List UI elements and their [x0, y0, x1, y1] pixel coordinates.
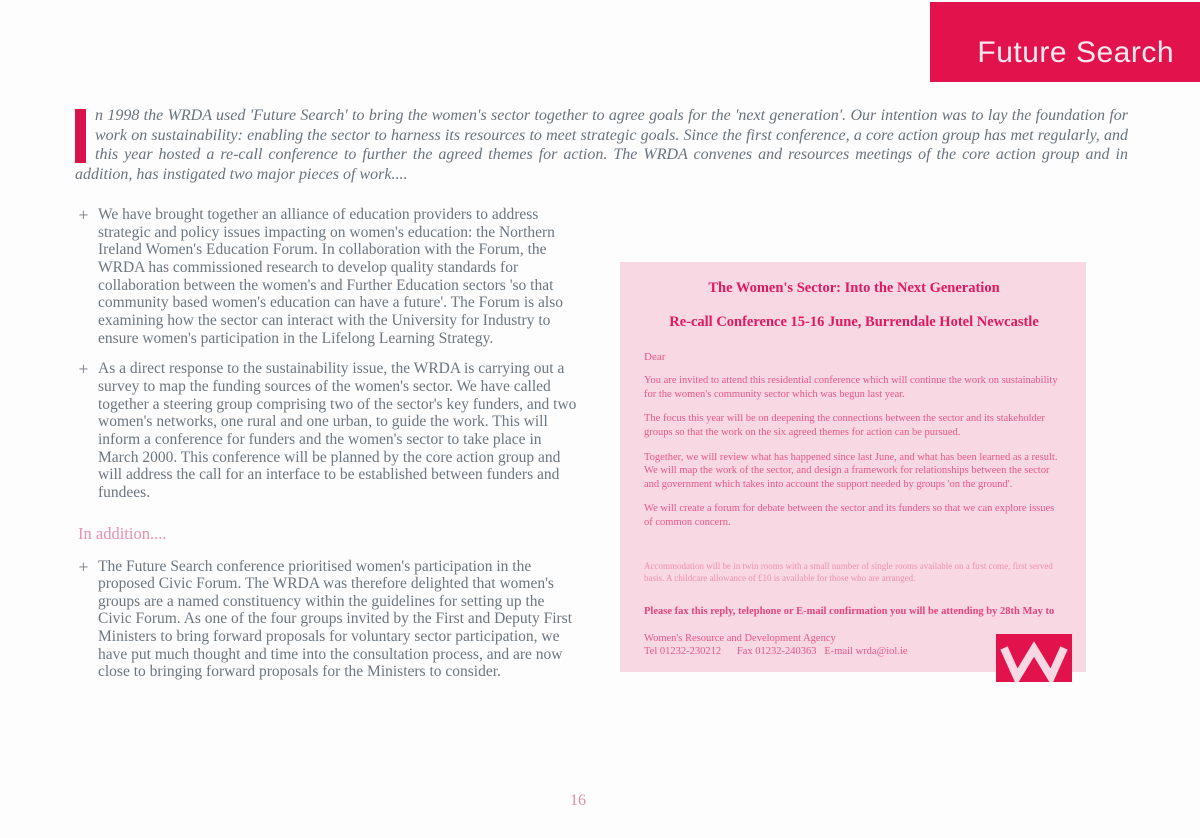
flyer-paragraph: We will create a forum for debate between the sector and its funders so that we can explore issues of common concern. [644, 503, 1055, 529]
flyer-title: The Women's Sector: Into the Next Generation [708, 280, 1000, 296]
list-item [78, 558, 578, 682]
flyer-small-print: Accommodation will be in twin rooms with a small number of single rooms available on a first come, first served basis. A childcare allowance of £10 is available for those who are arranged. [644, 560, 1053, 583]
list-item [78, 206, 578, 347]
page-number: 16 [570, 792, 586, 809]
bullet-icon: + [78, 362, 89, 378]
bullet-text: We have brought together an alliance of education providers to address strategic and policy issues impacting on women's education: the Northern Ireland Women's Education Forum. In collaboration with the Forum, the WRDA has commissioned research to develop quality standards for collaboration between the women's and Further Education sectors 'so that community based women's education can have a future'. The Forum is also examining how the sector can interact with the University for Industry to ensure women's participation in the Lifelong Learning Strategy. [98, 206, 564, 347]
flyer-fax-instruction: Please fax this reply, telephone or E-mail confirmation you will be attending by 28th May to [644, 606, 1055, 618]
conference-flyer [620, 262, 1086, 672]
bullet-icon: + [78, 559, 89, 575]
intro-text: n 1998 the WRDA used 'Future Search' to bring the women's sector together to agree goals for the 'next generation'. Our intention was to lay the foundation for work on sustainability: enabling the sector to harness its resources to meet strategic goals. Since the first conference, a core action group has met regularly, and this year hosted a re-call conference to further the agreed themes for action. The WRDA convenes and resources meetings of the core action group and in addition, has instigated two major pieces of work.... [75, 107, 1128, 183]
flyer-contact-line: Tel 01232-230212 Fax 01232-240363 E-mail wrda@iol.ie [644, 646, 908, 658]
bullet-text: As a direct response to the sustainability issue, the WRDA is carrying out a survey to map the funding sources of the women's sector. We have called together a steering group comprising two of the sector's key funders, and two women's networks, one rural and one urban, to guide the work. This will inform a conference for funders and the women's sector to take place in March 2000. This conference will be planned by the core action group and will address the call for an interface to be established between funders and fundees. [98, 360, 577, 501]
flyer-paragraph: You are invited to attend this residential conference which will continue the work on sustainability for the women's community sector which was begun last year. [644, 375, 1058, 400]
list-item [78, 360, 578, 501]
wrda-w-logo-icon [996, 634, 1072, 682]
header-band [930, 2, 1200, 82]
page-title: Future Search [977, 36, 1174, 69]
bullet-text: The Future Search conference prioritised women's participation in the proposed Civic Forum. The WRDA was therefore delighted that women's groups are a named constituency within the guidelines for setting up the Civic Forum. As one of the four groups invited by the First and Deputy First Ministers to bring forward proposals for voluntary sector participation, we have put much thought and time into the consultation process, and are now close to bringing forward proposals for the Ministers to consider. [98, 557, 573, 681]
bullet-icon: + [78, 208, 89, 223]
in-addition-heading: In addition.... [78, 523, 167, 543]
flyer-subtitle: Re-call Conference 15-16 June, Burrendale Hotel Newcastle [669, 314, 1039, 330]
flyer-paragraph: Together, we will review what has happened since last June, and what has been learned as a result. We will map the work of the sector, and design a framework for relationships between the sector and government which takes into account the support needed by groups 'on the ground'. [644, 451, 1058, 490]
body-column [78, 206, 578, 694]
flyer-salutation: Dear [644, 351, 666, 363]
drop-cap-bar [75, 109, 86, 163]
intro-paragraph [75, 106, 1128, 184]
flyer-paragraph: The focus this year will be on deepening the connections between the sector and its stakeholder groups so that the work on the six agreed themes for action can be pursued. [644, 413, 1045, 438]
flyer-org-name: Women's Resource and Development Agency [644, 633, 836, 645]
